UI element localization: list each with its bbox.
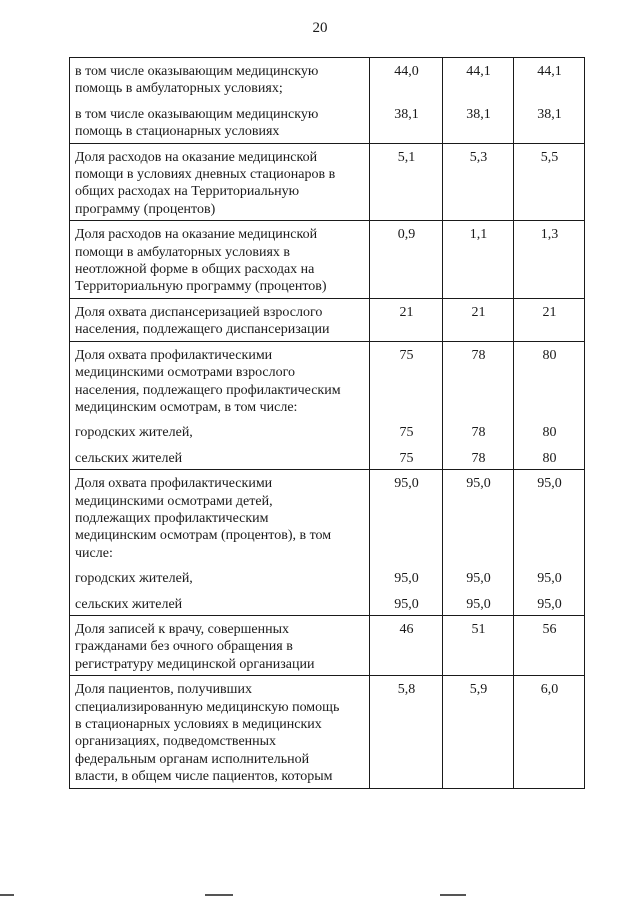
indicator-label: программу (процентов) (75, 201, 216, 217)
value-cell (443, 58, 514, 144)
indicator-label: в том числе оказывающим медицинскую (75, 106, 319, 122)
indicator-value: 95,0 (537, 596, 562, 612)
indicator-value: 95,0 (394, 571, 419, 587)
indicator-value: 56 (542, 621, 557, 637)
value-cell (443, 298, 514, 341)
table-row (70, 341, 585, 469)
indicator-label: Доля охвата профилактическими (75, 476, 273, 492)
scan-edge-mark (440, 894, 466, 896)
value-cell (443, 676, 514, 788)
scan-edge-mark (0, 894, 14, 896)
indicator-cell (70, 143, 370, 221)
indicator-value: 1,3 (540, 227, 559, 243)
indicator-value: 51 (471, 621, 486, 637)
value-cell (514, 341, 585, 469)
indicator-value: 5,3 (469, 149, 488, 165)
indicator-label: медицинскими осмотрами детей, (75, 493, 273, 509)
indicator-label: общих расходах на Территориальную (75, 184, 300, 200)
indicator-label: помощи в условиях дневных стационаров в (75, 167, 336, 183)
indicator-cell (70, 470, 370, 616)
indicator-label: городских жителей, (75, 425, 193, 441)
scan-edge-mark (205, 894, 233, 896)
indicator-value: 38,1 (537, 106, 562, 122)
indicator-value: 0,9 (397, 227, 416, 243)
value-cell (370, 143, 443, 221)
table-row (70, 58, 585, 144)
page-number: 20 (312, 20, 328, 36)
indicator-value: 75 (399, 450, 414, 466)
indicator-value: 80 (542, 347, 557, 363)
indicator-cell (70, 58, 370, 144)
indicator-value: 5,8 (397, 682, 416, 698)
value-cell (514, 58, 585, 144)
value-cell (370, 615, 443, 675)
indicator-value: 46 (399, 621, 414, 637)
value-cell (370, 58, 443, 144)
indicator-value: 5,5 (540, 149, 559, 165)
indicator-label: сельских жителей (75, 596, 183, 612)
indicator-label: в стационарных условиях в медицинских (75, 717, 322, 732)
indicators-table (69, 57, 585, 789)
table-row (70, 143, 585, 221)
table-row (70, 470, 585, 616)
indicator-label: регистратуру медицинской организации (75, 656, 315, 672)
indicator-label: Доля расходов на оказание медицинской (75, 149, 318, 165)
indicator-label: организациях, подведомственных (75, 734, 277, 750)
indicator-value: 95,0 (394, 596, 419, 612)
value-cell (443, 143, 514, 221)
indicator-label: неотложной форме в общих расходах на (75, 262, 315, 278)
table-row (70, 676, 585, 788)
indicator-value: 21 (399, 304, 414, 320)
indicator-value: 5,1 (397, 149, 416, 165)
value-cell (514, 221, 585, 299)
indicator-label: Доля расходов на оказание медицинской (75, 227, 318, 243)
indicator-value: 44,1 (466, 64, 491, 79)
indicator-value: 78 (471, 450, 486, 466)
indicator-label: Доля записей к врачу, совершенных (75, 621, 289, 637)
value-cell (370, 676, 443, 788)
value-cell (514, 470, 585, 616)
indicator-label: специализированную медицинскую помощь (75, 699, 340, 715)
value-cell (443, 615, 514, 675)
indicator-label: медицинским осмотрам, в том числе: (75, 399, 298, 415)
indicator-label: гражданами без очного обращения в (75, 639, 293, 655)
indicator-label: населения, подлежащего диспансеризации (75, 322, 330, 338)
indicator-label: Доля пациентов, получивших (75, 682, 252, 698)
indicator-value: 6,0 (540, 682, 559, 698)
indicator-value: 44,1 (537, 64, 562, 79)
indicator-value: 44,0 (394, 64, 419, 79)
table-row (70, 298, 585, 341)
table-row (70, 615, 585, 675)
value-cell (370, 221, 443, 299)
indicator-value: 95,0 (466, 571, 491, 587)
indicator-value: 1,1 (469, 227, 488, 243)
indicator-label: в том числе оказывающим медицинскую (75, 64, 319, 79)
indicator-value: 21 (471, 304, 486, 320)
indicator-cell (70, 615, 370, 675)
indicator-value: 95,0 (537, 571, 562, 587)
value-cell (370, 298, 443, 341)
indicator-label: Территориальную программу (процентов) (75, 279, 327, 295)
indicator-cell (70, 298, 370, 341)
indicator-value: 80 (542, 425, 557, 441)
indicator-cell (70, 221, 370, 299)
indicator-label: сельских жителей (75, 450, 183, 466)
indicator-value: 95,0 (537, 476, 562, 492)
indicator-value: 95,0 (394, 476, 419, 492)
indicator-label: помощи в амбулаторных условиях в (75, 244, 291, 260)
indicator-cell (70, 341, 370, 469)
indicator-value: 5,9 (469, 682, 488, 698)
indicator-value: 78 (471, 347, 486, 363)
value-cell (443, 470, 514, 616)
indicator-cell (70, 676, 370, 788)
value-cell (514, 615, 585, 675)
indicator-label: федеральным органам исполнительной (75, 751, 310, 767)
indicator-label: Доля охвата диспансеризацией взрослого (75, 304, 323, 320)
indicator-value: 95,0 (466, 476, 491, 492)
indicator-label: городских жителей, (75, 571, 193, 587)
value-cell (370, 470, 443, 616)
value-cell (514, 143, 585, 221)
value-cell (514, 298, 585, 341)
indicator-value: 38,1 (394, 106, 419, 122)
indicator-value: 21 (542, 304, 557, 320)
value-cell (443, 341, 514, 469)
indicator-label: Доля охвата профилактическими (75, 347, 273, 363)
table-row (70, 221, 585, 299)
indicator-value: 38,1 (466, 106, 491, 122)
indicator-label: медицинским осмотрам (процентов), в том (75, 528, 332, 544)
indicator-value: 78 (471, 425, 486, 441)
indicator-label: помощь в амбулаторных условиях; (75, 81, 283, 97)
indicator-value: 80 (542, 450, 557, 466)
indicator-value: 75 (399, 347, 414, 363)
indicator-value: 75 (399, 425, 414, 441)
indicator-label: населения, подлежащего профилактическим (75, 382, 341, 398)
indicator-label: подлежащих профилактическим (75, 510, 269, 526)
indicator-label: власти, в общем числе пациентов, которым (75, 769, 333, 785)
value-cell (514, 676, 585, 788)
indicator-label: медицинскими осмотрами взрослого (75, 365, 296, 381)
indicator-value: 95,0 (466, 596, 491, 612)
indicator-label: помощь в стационарных условиях (75, 124, 280, 140)
value-cell (443, 221, 514, 299)
indicator-label: числе: (75, 545, 113, 561)
value-cell (370, 341, 443, 469)
